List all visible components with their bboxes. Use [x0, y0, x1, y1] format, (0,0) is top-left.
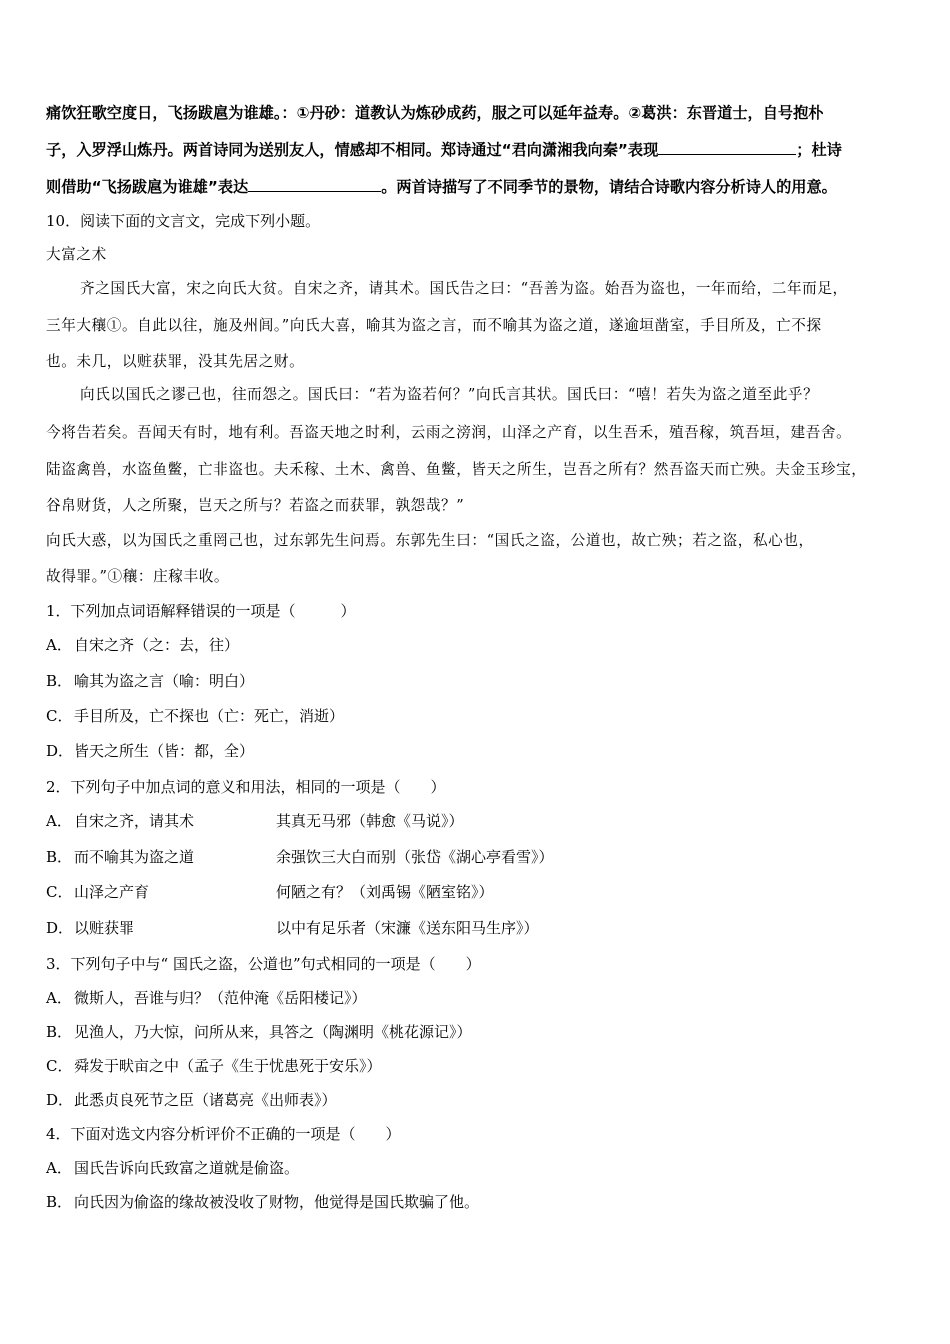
option-label: B． [46, 848, 73, 866]
intro-line-1 [46, 103, 824, 123]
passage-p2-line-1: 向氏以国氏之谬己也，往而怨之。国氏曰：“若为盗若何？”向氏言其状。国氏曰：“嘻！若失为盗之道至此乎？ [80, 386, 819, 403]
q2-option-d[interactable] [46, 918, 134, 938]
intro-text-2b: ；杜诗 [796, 141, 842, 159]
q2-option-d-right: 以中有足乐者（宋濂《送东阳马生序》） [276, 919, 539, 937]
q3-option-a[interactable] [46, 988, 367, 1008]
passage-p1-line-3: 也。未几，以赃获罪，没其先居之财。 [46, 353, 305, 370]
intro-text-3a: 则借助“飞扬跋扈为谁雄”表达 [46, 178, 249, 196]
option-text: 向氏因为偷盗的缘故被没收了财物，他觉得是国氏欺骗了他。 [74, 1193, 480, 1211]
option-text: 自宋之齐（之：去，往） [74, 636, 240, 654]
option-text: 此悉贞良死节之臣（诸葛亮《出师表》） [74, 1091, 337, 1109]
question-10-prompt: 10．阅读下面的文言文，完成下列小题。 [46, 212, 321, 230]
q1-option-d[interactable] [46, 741, 254, 761]
option-label: A． [46, 1159, 72, 1177]
option-text: 微斯人，吾谁与归？（范仲淹《岳阳楼记》） [74, 989, 367, 1007]
option-label: D． [46, 919, 74, 937]
q1-option-c[interactable] [46, 706, 344, 726]
passage-p1-line-1: 齐之国氏大富，宋之向氏大贫。自宋之齐，请其术。国氏告之曰：“吾善为盗。始吾为盗也，一年而给，二年而足， [80, 280, 848, 297]
q3-stem: 3．下列句子中与“ 国氏之盗，公道也”句式相同的一项是（ ） [46, 955, 481, 973]
passage-p2-line-3: 陆盗禽兽，水盗鱼鳖，亡非盗也。夫禾稼、土木、禽兽、鱼鳖，皆天之所生，岂吾之所有？然吾盗天而亡殃。夫金玉珍宝， [46, 461, 867, 478]
option-label: B． [46, 672, 73, 690]
q1-option-a[interactable] [46, 635, 239, 655]
passage-p2-line-4: 谷帛财货，人之所聚，岂天之所与？若盗之而获罪，孰怨哉？” [46, 497, 465, 514]
q3-option-b[interactable] [46, 1022, 472, 1042]
q2-option-c[interactable] [46, 882, 149, 902]
passage-p2-line-2: 今将告若矣。吾闻天有时，地有利。吾盗天地之时利，云雨之滂润，山泽之产育，以生吾禾，殖吾稼，筑吾垣，建吾舍。 [46, 424, 852, 441]
q3-option-d[interactable] [46, 1090, 337, 1110]
q4-stem: 4．下面对选文内容分析评价不正确的一项是（ ） [46, 1125, 401, 1143]
q3-option-c[interactable] [46, 1056, 382, 1076]
option-text-left: 而不喻其为盗之道 [74, 848, 195, 866]
option-label: D． [46, 1091, 74, 1109]
intro-text-1: 痛饮狂歌空度日，飞扬跋扈为谁雄。：①丹砂：道教认为炼砂成药，服之可以延年益寿。②葛洪：东晋道士，自号抱朴 [46, 104, 824, 122]
q2-option-b-right: 余强饮三大白而别（张岱《湖心亭看雪》） [276, 848, 554, 866]
q2-option-a[interactable] [46, 811, 194, 831]
option-label: A． [46, 636, 72, 654]
option-text: 喻其为盗之言（喻：明白） [74, 672, 255, 690]
q2-option-b[interactable] [46, 847, 194, 867]
option-text: 皆天之所生（皆：都，全） [74, 742, 255, 760]
answer-blank-1[interactable] [658, 140, 796, 155]
option-label: C． [46, 1057, 73, 1075]
option-text-left: 以赃获罪 [74, 919, 135, 937]
q4-option-b[interactable] [46, 1192, 479, 1212]
option-label: D． [46, 742, 74, 760]
passage-p3-line-1: 向氏大惑，以为国氏之重罔己也，过东郭先生问焉。东郭先生曰：“国氏之盗，公道也，故亡殃；若之盗，私心也， [46, 532, 814, 549]
option-text: 舜发于畎亩之中（孟子《生于忧患死于安乐》） [74, 1057, 382, 1075]
intro-text-2a: 子，入罗浮山炼丹。两首诗同为送别友人，情感却不相同。郑诗通过“君向潇湘我向秦”表现 [46, 141, 659, 159]
intro-text-3b: 。两首诗描写了不同季节的景物，请结合诗歌内容分析诗人的用意。 [381, 178, 837, 196]
passage-p1-line-2: 三年大穰①。自此以往，施及州闾。”向氏大喜，喻其为盗之言，而不喻其为盗之道，遂逾垣凿室，手目所及，亡不探 [46, 317, 822, 334]
q1-stem: 1．下列加点词语解释错误的一项是（ ） [46, 602, 356, 620]
option-label: A． [46, 989, 72, 1007]
intro-line-3 [46, 177, 837, 197]
option-text: 见渔人，乃大惊，问所从来，具答之（陶渊明《桃花源记》） [74, 1023, 472, 1041]
q1-option-b[interactable] [46, 671, 254, 691]
q2-stem: 2．下列句子中加点词的意义和用法，相同的一项是（ ） [46, 778, 446, 796]
option-text: 国氏告诉向氏致富之道就是偷盗。 [74, 1159, 300, 1177]
option-label: B． [46, 1193, 73, 1211]
q2-option-c-right: 何陋之有？（刘禹锡《陋室铭》） [276, 883, 494, 901]
answer-blank-2[interactable] [248, 177, 381, 192]
option-label: C． [46, 707, 73, 725]
option-text-left: 自宋之齐，请其术 [74, 812, 195, 830]
intro-line-2 [46, 140, 842, 160]
q2-option-a-right: 其真无马邪（韩愈《马说》） [276, 812, 464, 830]
q4-option-a[interactable] [46, 1158, 299, 1178]
passage-p3-line-2: 故得罪。”①穰：庄稼丰收。 [46, 568, 230, 585]
option-text-left: 山泽之产育 [74, 883, 150, 901]
option-label: C． [46, 883, 73, 901]
passage-title: 大富之术 [46, 246, 107, 263]
option-text: 手目所及，亡不探也（亡：死亡，消逝） [74, 707, 345, 725]
option-label: B． [46, 1023, 73, 1041]
option-label: A． [46, 812, 72, 830]
